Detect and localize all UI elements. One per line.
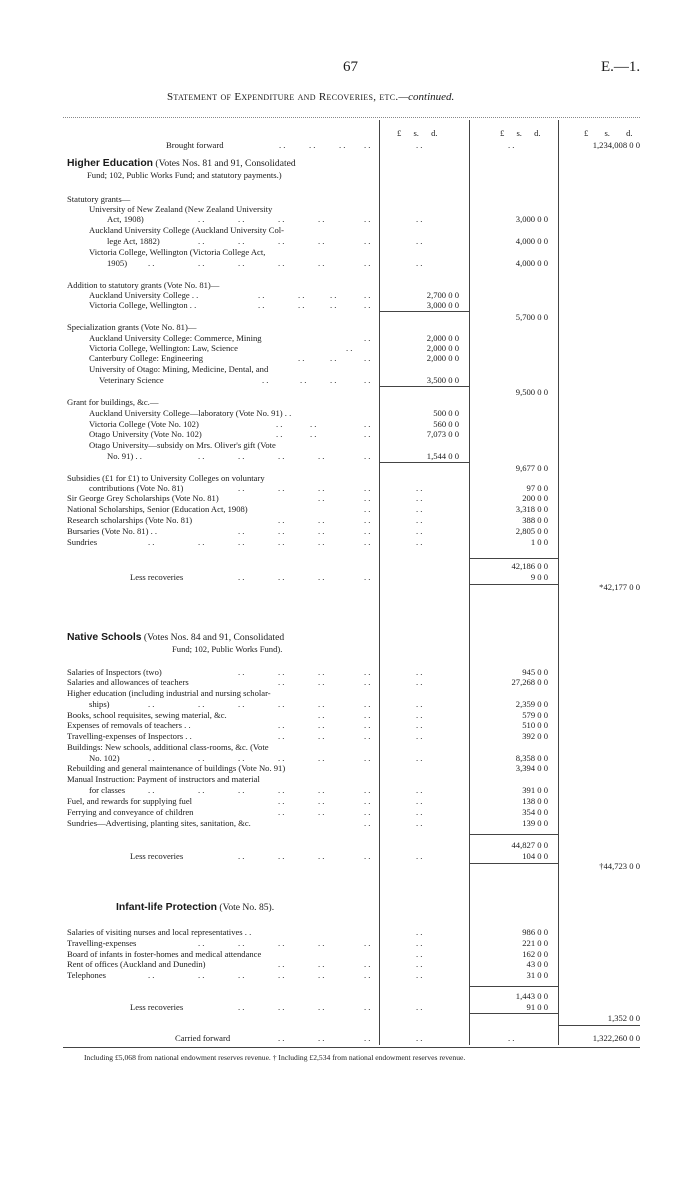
specialization-total: 9,500 0 0 — [515, 387, 548, 397]
col1-currency-header: £ s. d. — [397, 128, 438, 138]
native-manual-value: 391 0 0 — [522, 785, 548, 795]
infant-life-heading: Infant-life Protection (Vote No. 85). — [116, 902, 275, 913]
infant-subtotal: 1,443 0 0 — [515, 991, 548, 1001]
specialization-row-4-value: 3,500 0 0 — [426, 375, 459, 385]
native-row-8-value: 354 0 0 — [522, 807, 548, 817]
specialization-row-2-value: 2,000 0 0 — [426, 343, 459, 353]
statutory-row-1-value: 3,000 0 0 — [515, 214, 548, 224]
higher-subtotal-rule — [469, 558, 558, 559]
infant-row-3: Board of infants in foster-homes and medical attendance — [67, 949, 262, 959]
infant-less-recoveries-value: 91 0 0 — [526, 1002, 548, 1012]
specialization-row-1-value: 2,000 0 0 — [426, 333, 459, 343]
carried-forward-label: Carried forward — [175, 1033, 231, 1043]
higher-net-rule — [469, 584, 558, 585]
native-less-recoveries-label: Less recoveries — [130, 851, 184, 861]
infant-less-recoveries-label: Less recoveries — [130, 1002, 184, 1012]
infant-row-4-value: 43 0 0 — [526, 959, 548, 969]
specialization-row-2: Victoria College, Wellington: Law, Science — [89, 343, 238, 353]
buildings-total: 9,677 0 0 — [515, 463, 548, 473]
buildings-label: Grant for buildings, &c.— — [67, 397, 159, 407]
infant-row-2-value: 221 0 0 — [522, 938, 548, 948]
addition-row-1-value: 2,700 0 0 — [426, 290, 459, 300]
col3-currency-header: £ s. d. — [584, 128, 633, 138]
specialization-row-1: Auckland University College: Commerce, Mining — [89, 333, 262, 343]
higher-less-recoveries-label: Less recoveries — [130, 572, 184, 582]
higher-net-total: *42,177 0 0 — [599, 582, 640, 592]
buildings-row-4-a: Otago University—subsidy on Mrs. Oliver's gift (Vote — [89, 440, 276, 450]
addition-row-1: Auckland University College . . — [89, 290, 199, 300]
infant-row-5-value: 31 0 0 — [526, 970, 548, 980]
carried-forward-total: 1,322,260 0 0 — [592, 1033, 640, 1043]
specialization-row-4-b: Veterinary Science — [99, 375, 164, 385]
native-row-7: Fuel, and rewards for supplying fuel — [67, 796, 193, 806]
infant-row-4: Rent of offices (Auckland and Dunedin) — [67, 959, 206, 969]
infant-net-total: 1,352 0 0 — [607, 1013, 640, 1023]
higher-other-row-5-value: 1 0 0 — [530, 537, 548, 547]
native-row-6-value: 3,394 0 0 — [515, 763, 548, 773]
specialization-row-3-value: 2,000 0 0 — [426, 353, 459, 363]
statutory-row-3-a: Victoria College, Wellington (Victoria College Act, — [89, 247, 266, 257]
subsidies-row-b: contributions (Vote No. 81) — [89, 483, 184, 493]
buildings-row-4-b: No. 91) . . — [107, 451, 142, 461]
native-row-5: Travelling-expenses of Inspectors . . — [67, 731, 192, 741]
col2-currency-header: £ s. d. — [500, 128, 541, 138]
buildings-row-4-value: 1,544 0 0 — [426, 451, 459, 461]
native-row-3: Books, school requisites, sewing material, &c. — [67, 710, 227, 720]
statutory-row-1-a: University of New Zealand (New Zealand University — [89, 204, 273, 214]
brought-forward-dots-2: . . — [508, 140, 515, 150]
column-rule-1 — [379, 120, 380, 1045]
specialization-label: Specialization grants (Vote No. 81)— — [67, 322, 197, 332]
column-rule-3 — [558, 120, 559, 1045]
specialization-row-3: Canterbury College: Engineering — [89, 353, 204, 363]
infant-row-5: Telephones — [67, 970, 107, 980]
native-manual-b: for classes — [89, 785, 126, 795]
native-row-2-value: 27,268 0 0 — [511, 677, 548, 687]
higher-other-row-1-value: 200 0 0 — [522, 493, 548, 503]
native-subtotal-rule — [469, 834, 558, 835]
native-row-9: Sundries—Advertising, planting sites, sanitation, &c. — [67, 818, 251, 828]
infant-subtotal-rule — [469, 986, 558, 987]
page-number: 67 — [343, 59, 358, 75]
higher-other-row-5: Sundries — [67, 537, 98, 547]
native-row-1: Salaries of Inspectors (two) — [67, 667, 162, 677]
subsidies-value: 97 0 0 — [526, 483, 548, 493]
native-buildings-b: No. 102) — [89, 753, 120, 763]
subsidies-row-a: Subsidies (£1 for £1) to University Colleges on voluntary — [67, 473, 265, 483]
table-bottom-rule — [63, 1047, 640, 1048]
statutory-row-1-b: Act, 1908) — [107, 214, 144, 224]
higher-other-row-3-value: 388 0 0 — [522, 515, 548, 525]
higher-subtotal: 42,186 0 0 — [511, 561, 548, 571]
higher-other-row-4: Bursaries (Vote No. 81) . . — [67, 526, 158, 536]
higher-other-row-1: Sir George Grey Scholarships (Vote No. 81) — [67, 493, 219, 503]
higher-other-row-4-value: 2,805 0 0 — [515, 526, 548, 536]
addition-row-2: Victoria College, Wellington . . — [89, 300, 197, 310]
title-text: Statement of Expenditure and Recoveries, etc. — [167, 91, 399, 103]
statutory-grants-label: Statutory grants— — [67, 194, 131, 204]
addition-label: Addition to statutory grants (Vote No. 81)— — [67, 280, 220, 290]
addition-row-2-value: 3,000 0 0 — [426, 300, 459, 310]
native-row-7-value: 138 0 0 — [522, 796, 548, 806]
infant-net-rule — [469, 1013, 558, 1014]
infant-row-1-value: 986 0 0 — [522, 927, 548, 937]
higher-less-recoveries-value: 9 0 0 — [530, 572, 548, 582]
statutory-row-2-b: lege Act, 1882) — [107, 236, 160, 246]
buildings-row-3: Otago University (Vote No. 102) — [89, 429, 202, 439]
page-title — [167, 91, 454, 103]
buildings-row-2-value: 560 0 0 — [433, 419, 459, 429]
buildings-row-1: Auckland University College—laboratory (Vote No. 91) . . — [89, 408, 292, 418]
infant-row-2: Travelling-expenses — [67, 938, 137, 948]
brought-forward-total: 1,234,008 0 0 — [592, 140, 640, 150]
native-row-8: Ferrying and conveyance of children — [67, 807, 194, 817]
native-row-2: Salaries and allowances of teachers — [67, 677, 189, 687]
statutory-row-3-value: 4,000 0 0 — [515, 258, 548, 268]
statutory-row-3-b: 1905) — [107, 258, 128, 268]
higher-education-heading-cont: Fund; 102, Public Works Fund; and statutory payments.) — [87, 170, 282, 180]
native-higher-ed-a: Higher education (including industrial and nursing scholar- — [67, 688, 271, 698]
addition-subtotal-rule — [379, 311, 469, 312]
higher-other-row-2: National Scholarships, Senior (Education Act, 1908) — [67, 504, 248, 514]
footnote: Including £5,068 from national endowment reserves revenue. † Including £2,534 from national endowment reserves revenue. — [84, 1053, 466, 1062]
document-reference: E.—1. — [601, 59, 641, 75]
higher-education-heading: Higher Education (Votes Nos. 81 and 91, Consolidated — [67, 158, 296, 169]
native-row-4-value: 510 0 0 — [522, 720, 548, 730]
native-buildings-a: Buildings: New schools, additional class-rooms, &c. (Vote — [67, 742, 269, 752]
buildings-subtotal-rule — [379, 462, 469, 463]
addition-total: 5,700 0 0 — [515, 312, 548, 322]
native-row-9-value: 139 0 0 — [522, 818, 548, 828]
native-manual-a: Manual Instruction: Payment of instructors and material — [67, 774, 260, 784]
infant-row-1: Salaries of visiting nurses and local representatives . . — [67, 927, 252, 937]
native-less-recoveries-value: 104 0 0 — [522, 851, 548, 861]
higher-other-row-2-value: 3,318 0 0 — [515, 504, 548, 514]
buildings-row-3-value: 7,073 0 0 — [426, 429, 459, 439]
column-rule-2 — [469, 120, 470, 1045]
native-schools-heading: Native Schools (Votes Nos. 84 and 91, Consolidated — [67, 632, 285, 643]
specialization-row-4-a: University of Otago: Mining, Medicine, Dental, and — [89, 364, 269, 374]
carried-forward-rule — [558, 1025, 640, 1026]
statutory-row-2-value: 4,000 0 0 — [515, 236, 548, 246]
native-buildings-value: 8,358 0 0 — [515, 753, 548, 763]
specialization-subtotal-rule — [379, 386, 469, 387]
native-higher-ed-value: 2,359 0 0 — [515, 699, 548, 709]
brought-forward-label: Brought forward — [166, 140, 224, 150]
title-continued: —continued. — [398, 91, 455, 103]
native-schools-heading-cont: Fund; 102, Public Works Fund). — [172, 644, 283, 654]
statutory-row-2-a: Auckland University College (Auckland University Col- — [89, 225, 284, 235]
table-top-rule — [63, 117, 640, 118]
native-row-6: Rebuilding and general maintenance of buildings (Vote No. 91) — [67, 763, 286, 773]
native-net-rule — [469, 863, 558, 864]
native-row-1-value: 945 0 0 — [522, 667, 548, 677]
native-row-5-value: 392 0 0 — [522, 731, 548, 741]
native-net-total: †44,723 0 0 — [599, 861, 640, 871]
infant-row-3-value: 162 0 0 — [522, 949, 548, 959]
native-row-3-value: 579 0 0 — [522, 710, 548, 720]
buildings-row-1-value: 500 0 0 — [433, 408, 459, 418]
native-higher-ed-b: ships) — [89, 699, 110, 709]
buildings-row-2: Victoria College (Vote No. 102) — [89, 419, 199, 429]
brought-forward-dots-1: . . — [416, 140, 423, 150]
native-subtotal: 44,827 0 0 — [511, 840, 548, 850]
native-row-4: Expenses of removals of teachers . . — [67, 720, 191, 730]
higher-other-row-3: Research scholarships (Vote No. 81) — [67, 515, 193, 525]
